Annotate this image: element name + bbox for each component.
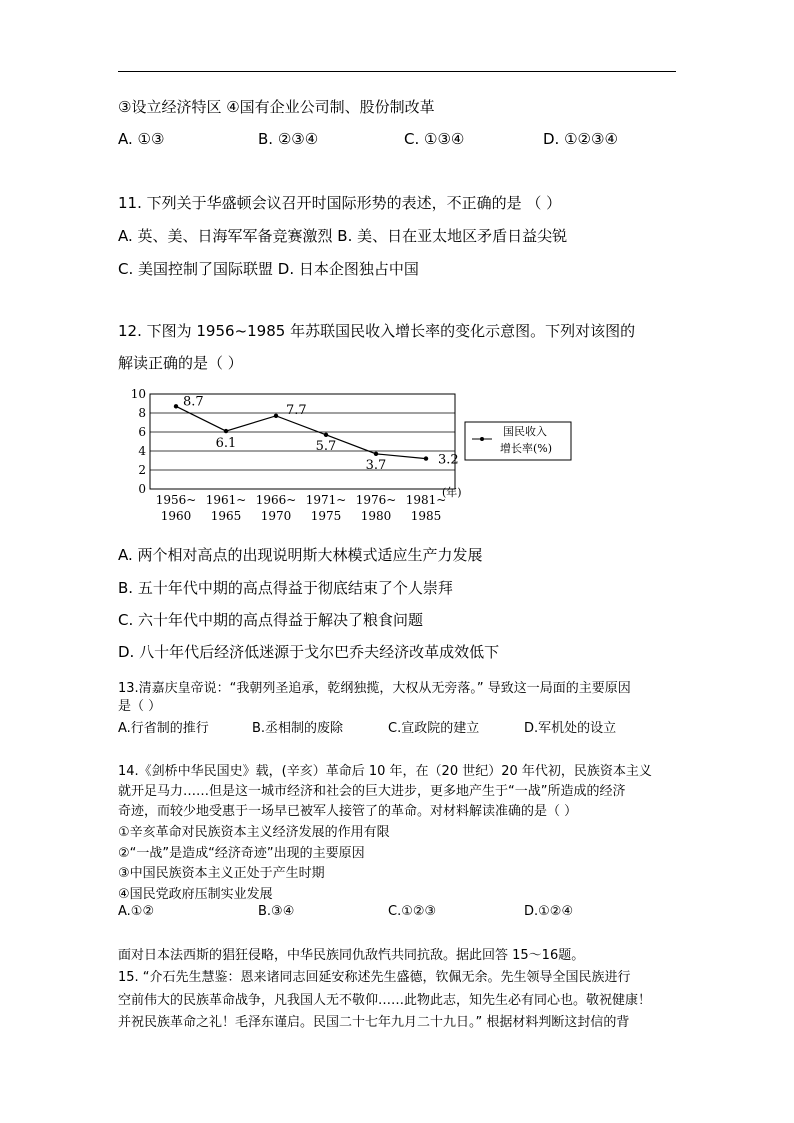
data-point [274, 414, 278, 418]
q11-options-cd[interactable]: C. 美国控制了国际联盟 D. 日本企图独占中国 [118, 260, 419, 278]
x-tick-label: 1985 [410, 509, 442, 523]
q15-stem-line2: 空前伟大的民族革命战争，凡我国人无不敬仰……此物此志，知先生必有同心也。敬祝健康！ [118, 993, 652, 1008]
y-tick-label: 10 [130, 387, 146, 401]
data-point [424, 456, 428, 460]
y-tick-label: 8 [138, 406, 146, 420]
data-labels [183, 394, 459, 473]
q13-option-a[interactable]: A.行省制的推行 [118, 721, 209, 736]
y-tick-label: 6 [138, 425, 146, 439]
option-text: ①③ [137, 130, 165, 148]
income-growth-chart [118, 384, 588, 526]
q10-option-b[interactable] [258, 130, 318, 148]
option-text: ①③④ [424, 130, 465, 148]
legend-marker [480, 437, 484, 441]
data-label: 5.7 [315, 438, 337, 454]
option-text: ①②③④ [564, 130, 618, 148]
x-tick-label: 1961~ [205, 493, 247, 507]
data-point [374, 452, 378, 456]
q13-option-d[interactable]: D.军机处的设立 [524, 721, 617, 736]
y-tick-label: 2 [138, 463, 146, 477]
x-tick-labels [156, 493, 447, 523]
q12-option-d[interactable]: D. 八十年代后经济低迷源于戈尔巴乔夫经济改革成效低下 [118, 643, 500, 661]
q11-stem: 11. 下列关于华盛顿会议召开时国际形势的表述，不正确的是 （ ） [118, 194, 562, 212]
data-point [224, 429, 228, 433]
q10-items: ③设立经济特区 ④国有企业公司制、股份制改革 [118, 98, 435, 116]
x-tick-label: 1980 [360, 509, 392, 523]
q12-stem-line1: 12. 下图为 1956~1985 年苏联国民收入增长率的变化示意图。下列对该图的 [118, 322, 636, 340]
q12-option-a[interactable]: A. 两个相对高点的出现说明斯大林模式适应生产力发展 [118, 546, 483, 564]
q13-option-b[interactable]: B.丞相制的废除 [252, 721, 344, 736]
q15-stem-line3: 并祝民族革命之礼！毛泽东谨启。民国二十七年九月二十九日。” 根据材料判断这封信的背 [118, 1015, 630, 1030]
x-unit-label: (年) [442, 486, 462, 499]
x-tick-label: 1960 [160, 509, 192, 523]
data-label: 3.7 [365, 457, 387, 473]
x-tick-label: 1956~ [155, 493, 197, 507]
option-key: A. [118, 130, 133, 148]
legend-label-line1: 国民收入 [503, 425, 547, 438]
q14-stem-line3: 奇迹，而较少地受惠于一场早已被军人接管了的革命。对材料解读准确的是（ ） [118, 804, 578, 819]
q12-option-b[interactable]: B. 五十年代中期的高点得益于彻底结束了个人崇拜 [118, 579, 453, 597]
option-key: B. [258, 130, 274, 148]
x-tick-label: 1965 [210, 509, 242, 523]
y-tick-label: 4 [138, 444, 146, 458]
x-tick-label: 1975 [310, 509, 342, 523]
legend-label-line2: 增长率(%) [500, 442, 553, 455]
data-label: 8.7 [183, 394, 204, 410]
q12-option-c[interactable]: C. 六十年代中期的高点得益于解决了粮食问题 [118, 611, 424, 629]
q14-option-a[interactable]: A.①② [118, 904, 155, 919]
q14-option-c[interactable]: C.①②③ [388, 904, 437, 919]
q14-item-2: ②“一战”是造成“经济奇迹”出现的主要原因 [118, 846, 365, 861]
q14-option-d[interactable]: D.①②④ [524, 904, 574, 919]
chart-legend [465, 422, 571, 460]
q14-option-b[interactable]: B.③④ [258, 904, 295, 919]
q12-stem-line2: 解读正确的是（ ） [118, 354, 243, 372]
q10-option-c[interactable] [404, 130, 464, 148]
y-tick-label: 0 [138, 482, 146, 496]
x-tick-label: 1966~ [255, 493, 297, 507]
q14-item-1: ①辛亥革命对民族资本主义经济发展的作用有限 [118, 825, 390, 840]
x-tick-label: 1976~ [355, 493, 397, 507]
q15-stem-line1: 15. “介石先生慧鉴：恩来诸同志回延安称述先生盛德，钦佩无余。先生领导全国民族进行 [118, 970, 631, 985]
data-point [324, 433, 328, 437]
option-key: D. [543, 130, 560, 148]
q13-stem-line2: 是（ ） [118, 699, 162, 714]
x-tick-label: 1970 [260, 509, 292, 523]
option-key: C. [404, 130, 420, 148]
data-label: 7.7 [286, 402, 307, 418]
q14-item-3: ③中国民族资本主义正处于产生时期 [118, 866, 325, 881]
q14-stem-line1: 14.《剑桥中华民国史》载，(辛亥）革命后 10 年，在（20 世纪）20 年代初，民族资本主义 [118, 764, 652, 779]
q10-option-a[interactable] [118, 130, 164, 148]
data-point [174, 404, 178, 408]
q10-option-d[interactable] [543, 130, 618, 148]
q14-stem-line2: 就开足马力……但是这一城市经济和社会的巨大进步，更多地产生于“一战”所造成的经济 [118, 784, 626, 799]
y-tick-labels [131, 387, 147, 496]
x-tick-label: 1971~ [305, 493, 347, 507]
q13-option-c[interactable]: C.宣政院的建立 [388, 721, 480, 736]
q14-item-4: ④国民党政府压制实业发展 [118, 887, 273, 902]
data-label: 6.1 [215, 436, 237, 452]
header-rule [118, 71, 676, 72]
q13-stem-line1: 13.清嘉庆皇帝说：“我朝列圣追承，乾纲独揽，大权从无旁落。” 导致这一局面的主要原因 [118, 681, 631, 696]
q15-section-intro: 面对日本法西斯的猖狂侵略，中华民族同仇敌忾共同抗敌。据此回答 15～16题。 [118, 948, 585, 963]
data-label: 3.2 [438, 452, 459, 468]
q11-options-ab[interactable]: A. 英、美、日海军军备竞赛激烈 B. 美、日在亚太地区矛盾日益尖锐 [118, 227, 568, 245]
option-text: ②③④ [277, 130, 319, 148]
x-tick-label: 1981~ [405, 493, 447, 507]
